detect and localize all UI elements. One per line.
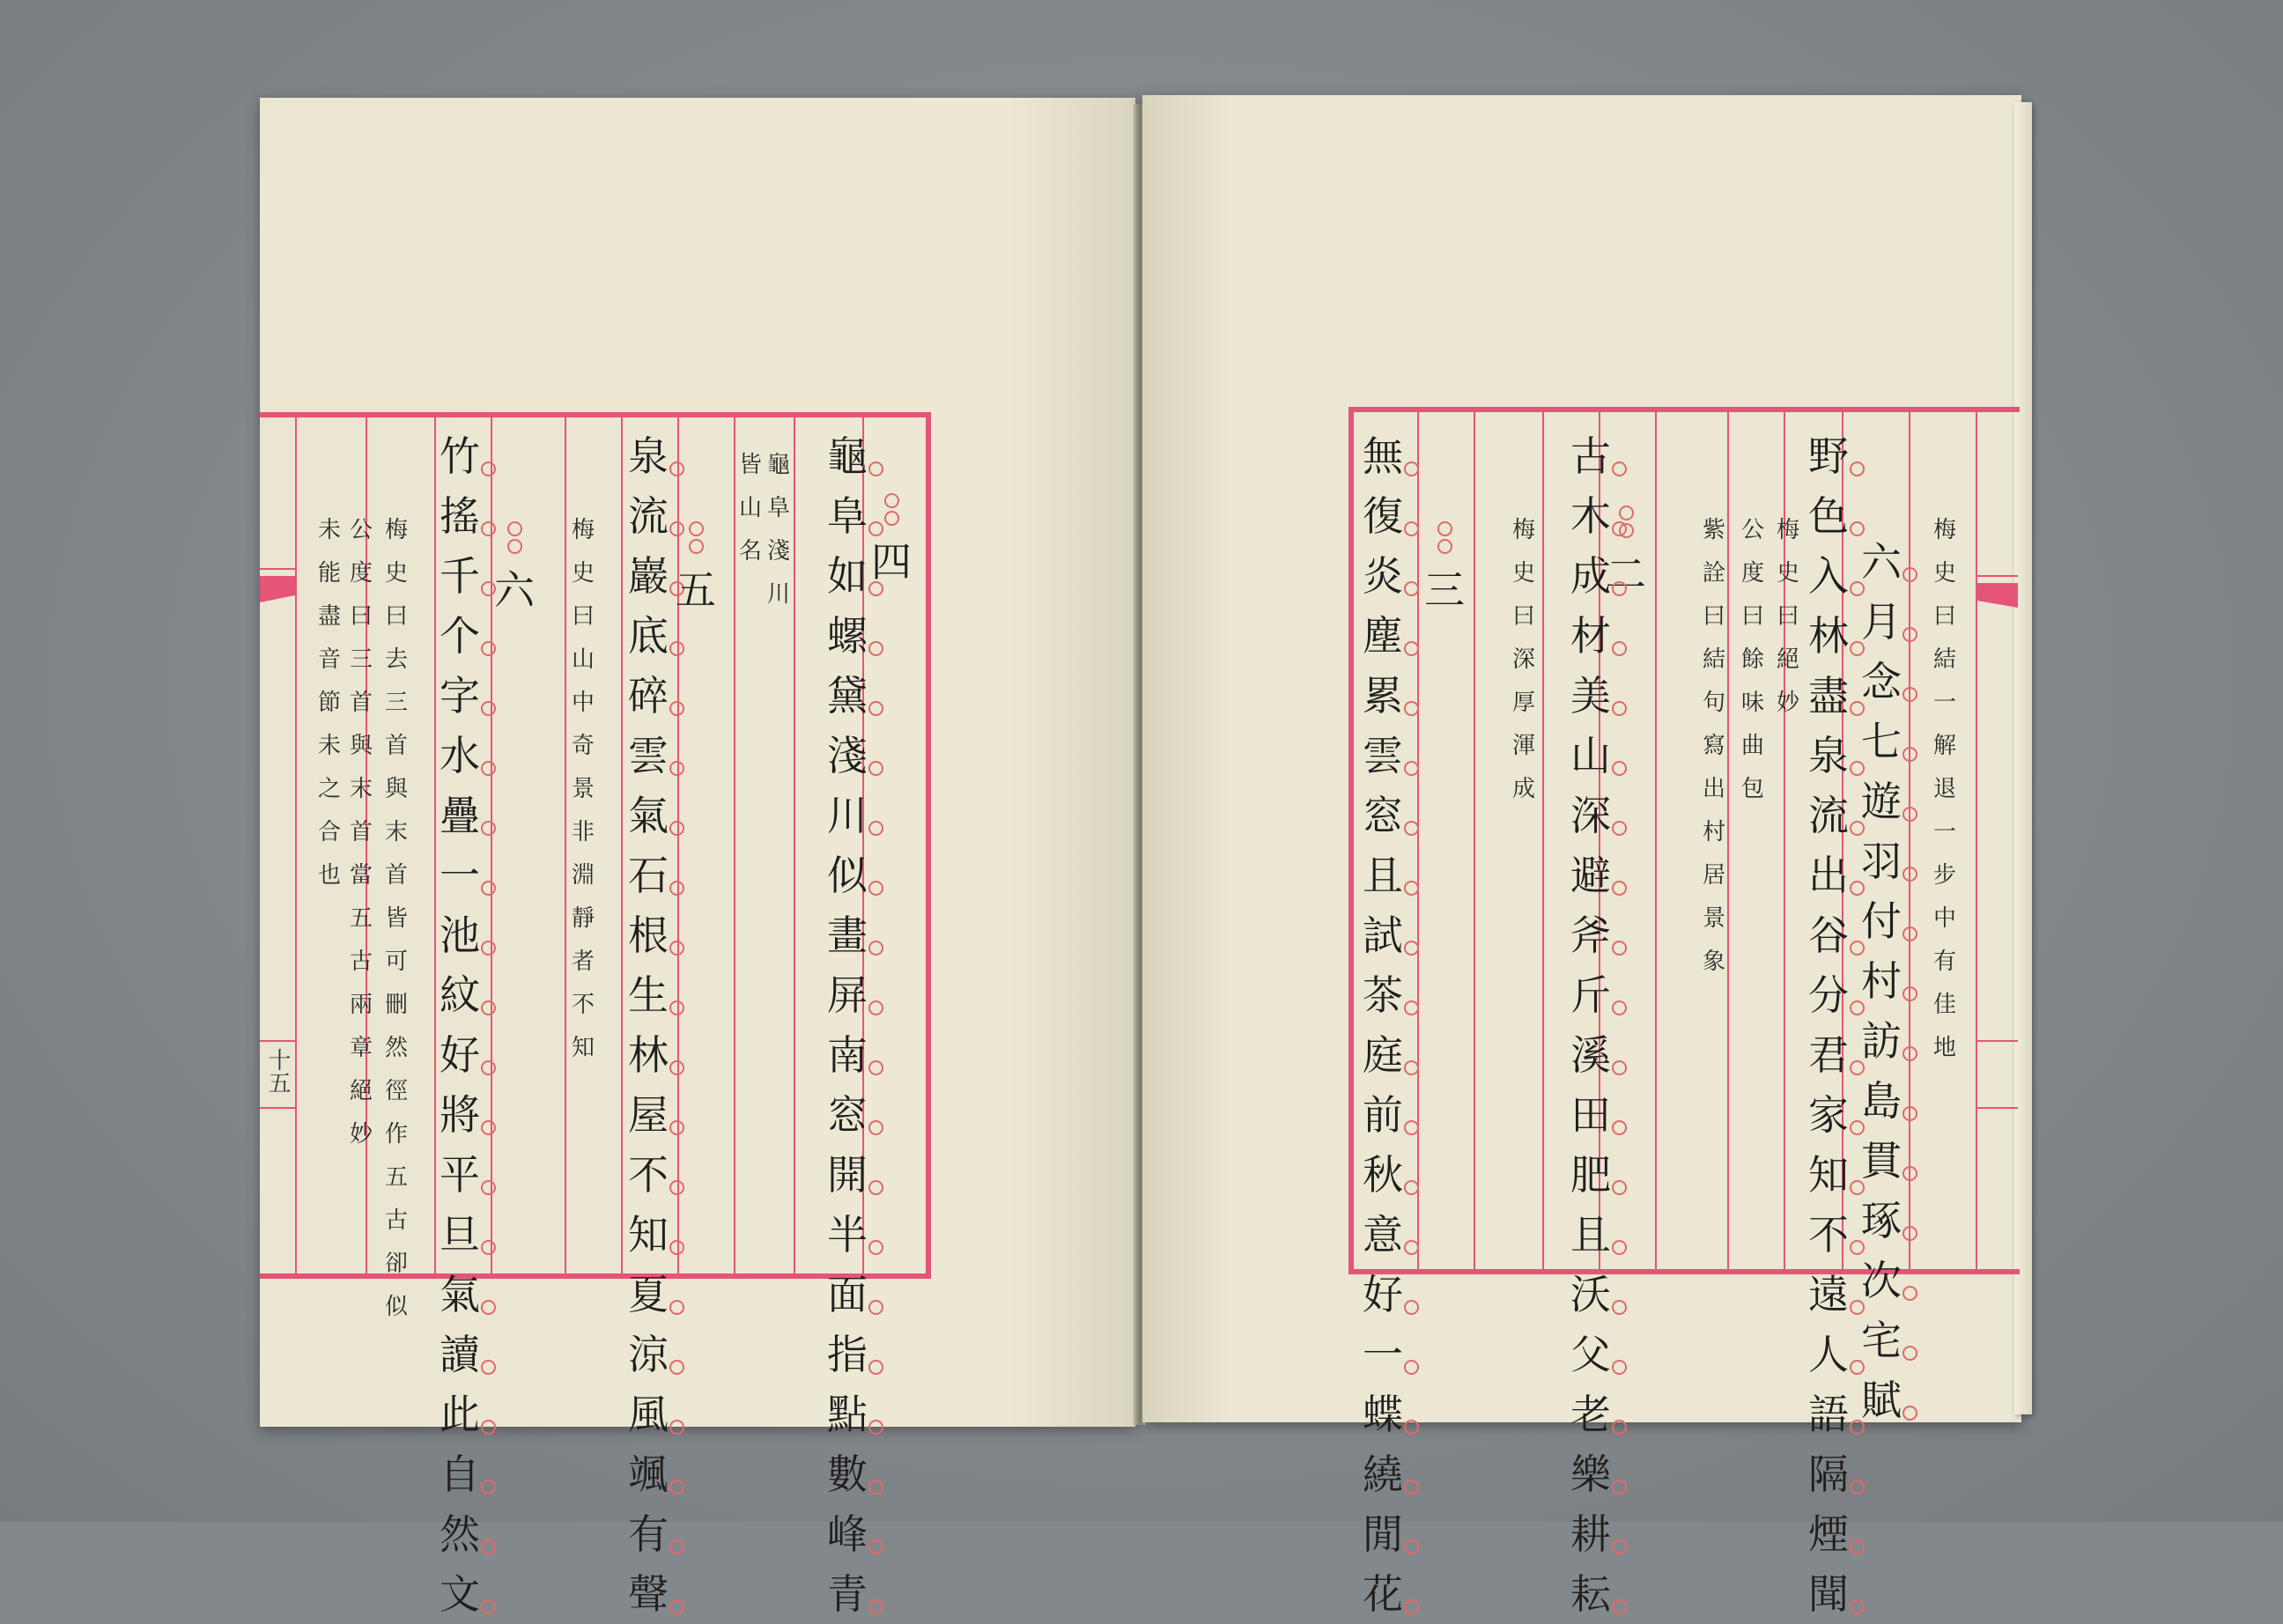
- section-mark-circle: [689, 539, 704, 554]
- left-page-note-column: 皆 山 名: [738, 452, 762, 565]
- left-folio-rules: [260, 1039, 297, 1110]
- right-page-note-column: 梅 史 曰 絕 妙: [1776, 517, 1799, 716]
- left-page-note-column: 龜 阜 淺 川: [766, 452, 790, 608]
- left-fishtail-icon: [260, 564, 297, 618]
- right-page-main-column: 野 色 入 林 盡 泉 流 出 谷 分 君 家 知 不 遠 人 語 隔 煙 聞: [1808, 432, 1849, 1618]
- left-page-number-column: 六: [494, 566, 535, 614]
- right-folio-rules: [1976, 1039, 2020, 1110]
- right-page-main-column: 古 木 成 材 美 山 深 避 斧 斤 溪 田 肥 且 沃 父 老 樂 耕 耘: [1570, 432, 1611, 1618]
- left-page-main-column: 竹 搖 千 个 字 水 疊 一 池 紋 好 將 平 旦 氣 讀 此 自 然 文: [440, 432, 480, 1618]
- section-mark-circle: [689, 521, 704, 536]
- section-mark-circle: [1619, 506, 1634, 520]
- right-frame: [1348, 407, 2020, 1274]
- left-page-note-column: 梅 史 曰 山 中 奇 景 非 淵 靜 者 不 知: [571, 517, 595, 1061]
- left-page-main-column: 龜 阜 如 螺 黛 淺 川 似 畫 屏 南 窓 開 半 面 指 點 數 峰 青: [827, 432, 868, 1618]
- folio-number: 十五: [264, 1048, 291, 1094]
- left-page-note-column: 未 能 盡 音 節 未 之 合 也: [317, 517, 341, 889]
- left-page-number-column: 四: [871, 538, 912, 586]
- right-page-number-column: 三: [1424, 566, 1465, 614]
- left-page-number-column: 五: [676, 566, 716, 614]
- section-mark-circle: [1437, 539, 1452, 554]
- section-mark-circle: [507, 539, 522, 554]
- right-page-main-column: 無 復 炎 塵 累 雲 窓 且 試 茶 庭 前 秋 意 好 一 蝶 繞 閒 花: [1363, 432, 1403, 1618]
- right-page-number-column: 二: [1606, 550, 1646, 598]
- right-page-note-column: 梅 史 曰 深 厚 渾 成: [1511, 517, 1535, 802]
- left-page-note-column: 公 度 曰 三 首 與 末 首 當 五 古 兩 章 絕 妙: [349, 517, 373, 1148]
- section-mark-circle: [884, 493, 899, 508]
- right-page-note-column: 紫 詮 曰 結 句 寫 出 村 居 景 象: [1702, 517, 1725, 975]
- right-page-note-column: 梅 史 曰 結 一 解 退 一 步 中 有 佳 地: [1932, 517, 1956, 1061]
- left-page-note-column: 梅 史 曰 去 三 首 與 末 首 皆 可 刪 然 徑 作 五 古 卻 似: [384, 517, 408, 1320]
- right-page-note-column: 公 度 曰 餘 味 曲 包: [1740, 517, 1764, 802]
- section-mark-circle: [1437, 521, 1452, 536]
- left-page-main-column: 泉 流 巖 底 碎 雲 氣 石 根 生 林 屋 不 知 夏 涼 風 颯 有 聲: [628, 432, 669, 1618]
- right-page-main-column: 六 月 念 七 遊 羽 付 村 訪 島 貫 琢 次 宅 賦: [1861, 538, 1902, 1424]
- section-mark-circle: [507, 521, 522, 536]
- section-mark-circle: [884, 511, 899, 526]
- right-fishtail-icon: [1976, 571, 2020, 625]
